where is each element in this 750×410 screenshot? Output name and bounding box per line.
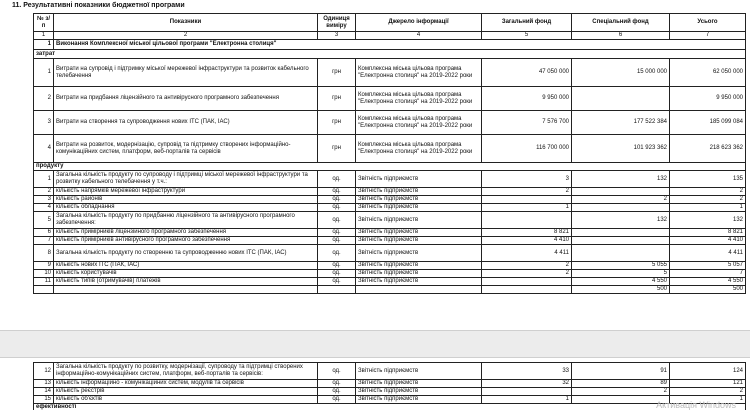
total-cell: 5 057 <box>670 262 746 270</box>
source-cell: Звітність підприємств <box>356 388 482 396</box>
special-fund-cell <box>572 229 670 237</box>
special-fund-cell: 2 <box>572 388 670 396</box>
total-cell: 132 <box>670 212 746 229</box>
row-number: 9 <box>34 262 54 270</box>
product-row <box>34 196 746 204</box>
product-row <box>34 245 746 262</box>
indicator-name: кількість об'єктів <box>54 396 318 404</box>
general-fund-cell: 1 <box>482 396 572 404</box>
cost-row <box>34 59 746 87</box>
source-cell: Звітність підприємств <box>356 380 482 388</box>
indicator-name: кількість реєстрів <box>54 388 318 396</box>
special-fund-cell: 132 <box>572 171 670 188</box>
unit-cell: од. <box>318 380 356 388</box>
total-cell: 121 <box>670 380 746 388</box>
source-cell: Звітність підприємств <box>356 212 482 229</box>
unit-cell: од. <box>318 278 356 286</box>
row-number: 7 <box>34 237 54 245</box>
special-fund-cell <box>572 245 670 262</box>
indicator-name: Витрати на придбання ліцензійного та антивірусного програмного забезпечення <box>54 87 318 111</box>
header-total: Усього <box>670 14 746 32</box>
general-fund-cell: 4 410 <box>482 237 572 245</box>
unit-cell: од. <box>318 388 356 396</box>
general-fund-cell: 8 821 <box>482 229 572 237</box>
product-row <box>34 171 746 188</box>
row-number: 4 <box>34 135 54 163</box>
special-fund-cell: 500 <box>572 286 670 294</box>
source-cell: Звітність підприємств <box>356 396 482 404</box>
indicator-name: Витрати на створення та супроводження нових ІТС (ПАК, ІАС) <box>54 111 318 135</box>
indicator-name: кількість примірників антивірусного програмного забезпечення <box>54 237 318 245</box>
section-label-efficiency: ефективності <box>34 404 746 410</box>
special-fund-cell <box>572 188 670 196</box>
page-gap <box>0 330 750 358</box>
special-fund-cell <box>572 87 670 111</box>
cost-row <box>34 135 746 163</box>
total-cell: 500 <box>670 286 746 294</box>
indicator-name: Загальна кількість продукту по супроводу і підтримці міської мережевої інфраструктури та розвитку кабельного телебачення у т.ч.: <box>54 171 318 188</box>
row-number: 11 <box>34 278 54 286</box>
section-row-costs <box>34 50 746 59</box>
special-fund-cell: 101 923 362 <box>572 135 670 163</box>
source-cell: Звітність підприємств <box>356 237 482 245</box>
header-general: Загальний фонд <box>482 14 572 32</box>
total-cell: 62 050 000 <box>670 59 746 87</box>
general-fund-cell: 3 <box>482 171 572 188</box>
total-cell: 124 <box>670 363 746 380</box>
unit-cell: од. <box>318 188 356 196</box>
col-number: 5 <box>482 32 572 40</box>
unit-cell: од. <box>318 229 356 237</box>
windows-watermark: Активація Windows <box>656 400 736 410</box>
total-cell: 2 <box>670 188 746 196</box>
unit-cell: од. <box>318 262 356 270</box>
total-cell: 8 821 <box>670 229 746 237</box>
total-cell: 1 <box>670 396 746 404</box>
results-table-continued <box>33 362 746 410</box>
header-special: Спеціальний фонд <box>572 14 670 32</box>
row-number: 3 <box>34 196 54 204</box>
source-cell: Комплексна міська цільова програма "Електронна столиця" на 2019-2022 роки <box>356 59 482 87</box>
col-number: 7 <box>670 32 746 40</box>
col-number: 3 <box>318 32 356 40</box>
cost-row <box>34 111 746 135</box>
indicator-name: Витрати на супровід і підтримку міської мережевої інфраструктури та розвиток кабельного телебачення <box>54 59 318 87</box>
general-fund-cell: 2 <box>482 270 572 278</box>
row-number: 1 <box>34 171 54 188</box>
unit-cell: од. <box>318 396 356 404</box>
total-cell: 185 099 084 <box>670 111 746 135</box>
product-row <box>34 286 746 294</box>
indicator-name: кількість інформаційно - комунікаційних систем, модулів та сервісів <box>54 380 318 388</box>
cost-row <box>34 87 746 111</box>
source-cell: Звітність підприємств <box>356 229 482 237</box>
product-row <box>34 204 746 212</box>
indicator-name: Загальна кількість продукту по створенню та супроводженню нових ІТС (ПАК, ІАС) <box>54 245 318 262</box>
product-row <box>34 380 746 388</box>
indicator-name: кількість напрямків мережевої інфраструктури <box>54 188 318 196</box>
row-number: 2 <box>34 87 54 111</box>
total-cell: 7 <box>670 270 746 278</box>
special-fund-cell: 89 <box>572 380 670 388</box>
total-cell: 4 411 <box>670 245 746 262</box>
general-fund-cell: 7 576 700 <box>482 111 572 135</box>
col-number: 1 <box>34 32 54 40</box>
row-number <box>34 286 54 294</box>
general-fund-cell <box>482 212 572 229</box>
general-fund-cell <box>482 196 572 204</box>
source-cell: Звітність підприємств <box>356 204 482 212</box>
program-num: 1 <box>34 40 54 50</box>
indicator-name: кількість користувачів <box>54 270 318 278</box>
general-fund-cell: 33 <box>482 363 572 380</box>
column-number-row <box>34 32 746 40</box>
row-number: 14 <box>34 388 54 396</box>
special-fund-cell: 91 <box>572 363 670 380</box>
source-cell: Звітність підприємств <box>356 188 482 196</box>
section-label-costs: затрат <box>34 50 746 59</box>
special-fund-cell: 132 <box>572 212 670 229</box>
source-cell: Звітність підприємств <box>356 363 482 380</box>
source-cell: Комплексна міська цільова програма "Електронна столиця" на 2019-2022 роки <box>356 135 482 163</box>
general-fund-cell: 32 <box>482 380 572 388</box>
product-row <box>34 188 746 196</box>
results-table <box>33 13 746 294</box>
general-fund-cell <box>482 388 572 396</box>
row-number: 10 <box>34 270 54 278</box>
special-fund-cell: 4 550 <box>572 278 670 286</box>
total-cell: 218 623 362 <box>670 135 746 163</box>
row-number: 3 <box>34 111 54 135</box>
general-fund-cell: 2 <box>482 262 572 270</box>
product-row <box>34 229 746 237</box>
header-unit: Одиниця виміру <box>318 14 356 32</box>
header-num: № з/п <box>34 14 54 32</box>
row-number: 1 <box>34 59 54 87</box>
program-title: Виконання Комплексної міської цільової програми "Електронна столиця" <box>54 40 746 50</box>
row-number: 8 <box>34 245 54 262</box>
unit-cell: грн <box>318 59 356 87</box>
special-fund-cell: 2 <box>572 196 670 204</box>
total-cell: 9 950 000 <box>670 87 746 111</box>
indicator-name: кількість примірників ліцензійного програмного забезпечення <box>54 229 318 237</box>
source-cell: Комплексна міська цільова програма "Електронна столиця" на 2019-2022 роки <box>356 87 482 111</box>
product-row <box>34 270 746 278</box>
indicator-name <box>54 286 318 294</box>
source-cell: Звітність підприємств <box>356 278 482 286</box>
unit-cell: од. <box>318 171 356 188</box>
row-number: 2 <box>34 188 54 196</box>
section-title: 11. Результативні показники бюджетної програми <box>12 2 185 9</box>
unit-cell: од. <box>318 245 356 262</box>
unit-cell: грн <box>318 111 356 135</box>
product-row <box>34 278 746 286</box>
indicator-name: кількість типів (отримувачів) платежів <box>54 278 318 286</box>
section-row-efficiency <box>34 404 746 410</box>
product-row <box>34 212 746 229</box>
total-cell: 1 <box>670 204 746 212</box>
product-row <box>34 396 746 404</box>
row-number: 15 <box>34 396 54 404</box>
row-number: 12 <box>34 363 54 380</box>
special-fund-cell: 5 055 <box>572 262 670 270</box>
unit-cell: од. <box>318 204 356 212</box>
section-row-product <box>34 163 746 171</box>
row-number: 6 <box>34 229 54 237</box>
indicator-name: Загальна кількість продукту по розвитку, модернізації, супроводу та підтримці створених інформаційно-комунікаційних систем, платформ, веб-порталів та сервісів: <box>54 363 318 380</box>
indicator-name: Загальна кількість продукту по придбанню ліцензійного та антивірусного програмного забезпечення: <box>54 212 318 229</box>
row-number: 5 <box>34 212 54 229</box>
unit-cell <box>318 286 356 294</box>
row-number: 13 <box>34 380 54 388</box>
header-source: Джерело інформації <box>356 14 482 32</box>
unit-cell: од. <box>318 212 356 229</box>
source-cell: Комплексна міська цільова програма "Електронна столиця" на 2019-2022 роки <box>356 111 482 135</box>
indicator-name: кількість обладнання <box>54 204 318 212</box>
general-fund-cell <box>482 286 572 294</box>
row-number: 4 <box>34 204 54 212</box>
section-label-product: продукту <box>34 163 746 171</box>
header-indicators: Показники <box>54 14 318 32</box>
special-fund-cell <box>572 396 670 404</box>
unit-cell: од. <box>318 196 356 204</box>
unit-cell: од. <box>318 363 356 380</box>
unit-cell: од. <box>318 270 356 278</box>
special-fund-cell <box>572 204 670 212</box>
general-fund-cell: 1 <box>482 204 572 212</box>
source-cell: Звітність підприємств <box>356 171 482 188</box>
unit-cell: грн <box>318 135 356 163</box>
total-cell: 135 <box>670 171 746 188</box>
special-fund-cell: 15 000 000 <box>572 59 670 87</box>
source-cell: Звітність підприємств <box>356 196 482 204</box>
general-fund-cell: 2 <box>482 188 572 196</box>
unit-cell: грн <box>318 87 356 111</box>
special-fund-cell <box>572 237 670 245</box>
general-fund-cell: 9 950 000 <box>482 87 572 111</box>
general-fund-cell <box>482 278 572 286</box>
indicator-name: кількість нових ІТС (ПАК, ІАС) <box>54 262 318 270</box>
general-fund-cell: 116 700 000 <box>482 135 572 163</box>
col-number: 2 <box>54 32 318 40</box>
total-cell: 4 550 <box>670 278 746 286</box>
product-row <box>34 388 746 396</box>
total-cell: 4 410 <box>670 237 746 245</box>
special-fund-cell: 177 522 384 <box>572 111 670 135</box>
general-fund-cell: 47 050 000 <box>482 59 572 87</box>
product-row <box>34 262 746 270</box>
product-row <box>34 363 746 380</box>
general-fund-cell: 4 411 <box>482 245 572 262</box>
source-cell: Звітність підприємств <box>356 270 482 278</box>
product-row <box>34 237 746 245</box>
indicator-name: кількість районів <box>54 196 318 204</box>
indicator-name: Витрати на розвиток, модернізацію, супровід та підтримку створених інформаційно-комунікаційних систем, платформ, веб-порталів та сервісів <box>54 135 318 163</box>
col-number: 4 <box>356 32 482 40</box>
total-cell: 2 <box>670 196 746 204</box>
unit-cell: од. <box>318 237 356 245</box>
special-fund-cell: 5 <box>572 270 670 278</box>
source-cell: Звітність підприємств <box>356 245 482 262</box>
header-row <box>34 14 746 32</box>
total-cell: 2 <box>670 388 746 396</box>
col-number: 6 <box>572 32 670 40</box>
source-cell: Звітність підприємств <box>356 262 482 270</box>
program-row <box>34 40 746 50</box>
source-cell <box>356 286 482 294</box>
